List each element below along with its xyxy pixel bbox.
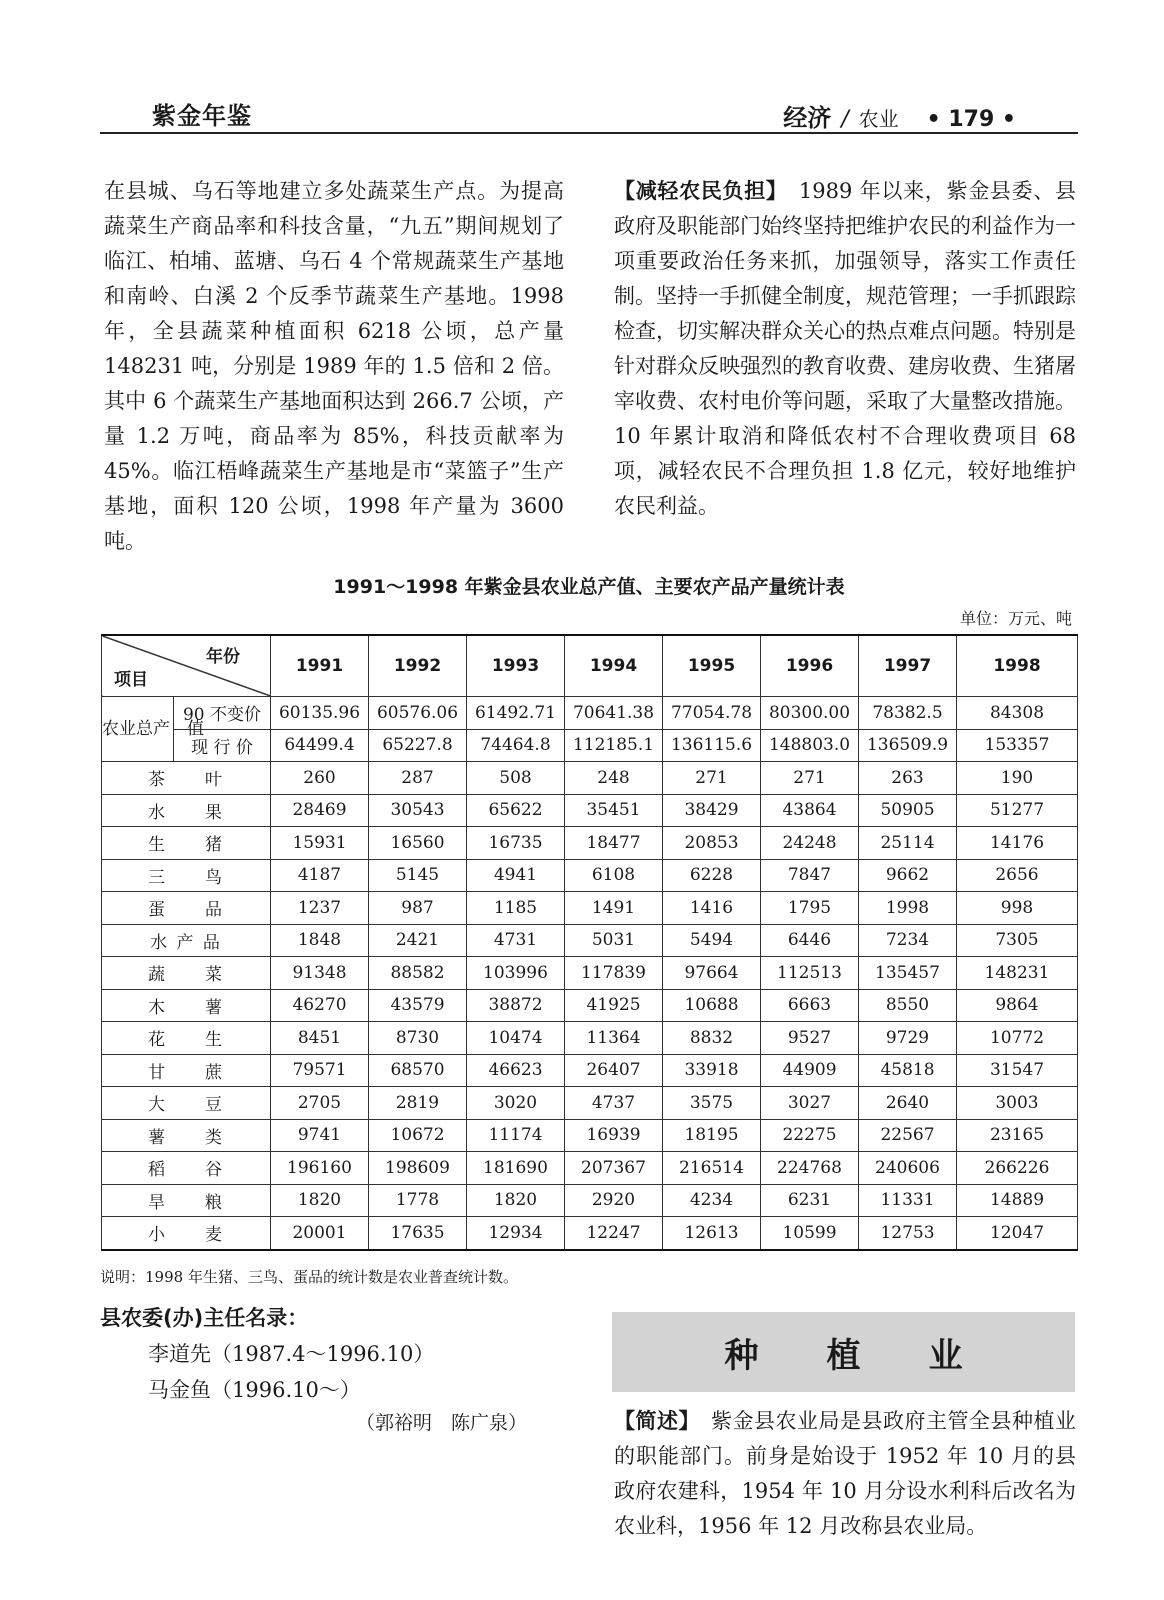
table-cell: 12613 bbox=[663, 1217, 761, 1250]
table-cell: 14176 bbox=[957, 827, 1078, 860]
row-label: 稻 谷 bbox=[102, 1152, 271, 1185]
table-row bbox=[102, 892, 1078, 925]
table-cell: 10672 bbox=[369, 1119, 467, 1152]
table-cell: 248 bbox=[565, 762, 663, 795]
table-cell: 65622 bbox=[467, 794, 565, 827]
table-cell: 68570 bbox=[369, 1054, 467, 1087]
table-cell: 30543 bbox=[369, 794, 467, 827]
table-cell: 1416 bbox=[663, 892, 761, 925]
table-cell: 22275 bbox=[761, 1119, 859, 1152]
table-cell: 5494 bbox=[663, 924, 761, 957]
group-row-label: 现 行 价 bbox=[174, 729, 271, 762]
table-cell: 1795 bbox=[761, 892, 859, 925]
table-cell: 8730 bbox=[369, 1022, 467, 1055]
table-cell: 136115.6 bbox=[663, 729, 761, 762]
table-cell: 18477 bbox=[565, 827, 663, 860]
table-cell: 46270 bbox=[271, 989, 369, 1022]
table-cell: 8451 bbox=[271, 1022, 369, 1055]
table-cell: 7234 bbox=[859, 924, 957, 957]
table-row bbox=[102, 1184, 1078, 1217]
table-cell: 198609 bbox=[369, 1152, 467, 1185]
director-item: 李道先（1987.4～1996.10） bbox=[148, 1342, 435, 1366]
table-cell: 9662 bbox=[859, 859, 957, 892]
table-cell: 153357 bbox=[957, 729, 1078, 762]
row-label: 木 薯 bbox=[102, 989, 271, 1022]
table-title: 1991～1998 年紫金县农业总产值、主要农产品产量统计表 bbox=[333, 576, 845, 598]
summary-text: 紫金县农业局是县政府主管全县种植业的职能部门。前身是始设于 1952 年 10 月的县政府农建科，1954 年 10 月分设水利科后改名为农业科，1956 年 12 月改称县农业局。 bbox=[614, 1409, 1076, 1538]
table-cell: 117839 bbox=[565, 957, 663, 990]
table-cell: 12047 bbox=[957, 1217, 1078, 1250]
row-label: 大 豆 bbox=[102, 1087, 271, 1120]
table-cell: 4941 bbox=[467, 859, 565, 892]
year-header: 1996 bbox=[761, 635, 859, 697]
table-cell: 18195 bbox=[663, 1119, 761, 1152]
year-header: 1992 bbox=[369, 635, 467, 697]
group-label-cell: 农业总产 值 bbox=[102, 697, 174, 762]
subsection-name: 农业 bbox=[858, 107, 899, 131]
table-cell: 7847 bbox=[761, 859, 859, 892]
table-cell: 43579 bbox=[369, 989, 467, 1022]
section-name: 经济 bbox=[783, 104, 832, 132]
table-cell: 148231 bbox=[957, 957, 1078, 990]
table-cell: 9729 bbox=[859, 1022, 957, 1055]
table-cell: 12753 bbox=[859, 1217, 957, 1250]
table-cell: 2705 bbox=[271, 1087, 369, 1120]
table-cell: 25114 bbox=[859, 827, 957, 860]
table-row bbox=[102, 1087, 1078, 1120]
table-cell: 2640 bbox=[859, 1087, 957, 1120]
row-label: 甘 蔗 bbox=[102, 1054, 271, 1087]
table-cell: 9741 bbox=[271, 1119, 369, 1152]
table-cell: 65227.8 bbox=[369, 729, 467, 762]
table-cell: 6228 bbox=[663, 859, 761, 892]
table-cell: 271 bbox=[761, 762, 859, 795]
table-cell: 61492.71 bbox=[467, 697, 565, 730]
table-row bbox=[102, 697, 1078, 730]
header-rule bbox=[100, 132, 1078, 134]
year-header: 1997 bbox=[859, 635, 957, 697]
table-cell: 43864 bbox=[761, 794, 859, 827]
table-cell: 190 bbox=[957, 762, 1078, 795]
table-cell: 216514 bbox=[663, 1152, 761, 1185]
table-cell: 6108 bbox=[565, 859, 663, 892]
table-cell: 24248 bbox=[761, 827, 859, 860]
table-cell: 70641.38 bbox=[565, 697, 663, 730]
table-cell: 1820 bbox=[467, 1184, 565, 1217]
table-cell: 1491 bbox=[565, 892, 663, 925]
table-cell: 4234 bbox=[663, 1184, 761, 1217]
table-cell: 78382.5 bbox=[859, 697, 957, 730]
table-cell: 6663 bbox=[761, 989, 859, 1022]
table-cell: 64499.4 bbox=[271, 729, 369, 762]
table-cell: 2421 bbox=[369, 924, 467, 957]
table-cell: 987 bbox=[369, 892, 467, 925]
table-cell: 1237 bbox=[271, 892, 369, 925]
table-row bbox=[102, 1054, 1078, 1087]
table-cell: 51277 bbox=[957, 794, 1078, 827]
table-cell: 508 bbox=[467, 762, 565, 795]
table-cell: 3027 bbox=[761, 1087, 859, 1120]
table-cell: 10688 bbox=[663, 989, 761, 1022]
statistics-table bbox=[101, 634, 1078, 1251]
table-cell: 271 bbox=[663, 762, 761, 795]
table-cell: 60576.06 bbox=[369, 697, 467, 730]
book-title: 紫金年鉴 bbox=[152, 102, 252, 130]
table-cell: 10599 bbox=[761, 1217, 859, 1250]
table-row bbox=[102, 859, 1078, 892]
section-header bbox=[783, 98, 1016, 133]
table-cell: 112185.1 bbox=[565, 729, 663, 762]
table-row bbox=[102, 762, 1078, 795]
table-cell: 16560 bbox=[369, 827, 467, 860]
table-cell: 1998 bbox=[859, 892, 957, 925]
table-cell: 287 bbox=[369, 762, 467, 795]
table-cell: 79571 bbox=[271, 1054, 369, 1087]
table-cell: 5145 bbox=[369, 859, 467, 892]
table-cell: 20853 bbox=[663, 827, 761, 860]
table-cell: 22567 bbox=[859, 1119, 957, 1152]
table-row bbox=[102, 1022, 1078, 1055]
table-cell: 74464.8 bbox=[467, 729, 565, 762]
left-paragraph: 在县城、乌石等地建立多处蔬菜生产点。为提高蔬菜生产商品率和科技含量，“九五”期间规划了临江、柏埔、蓝塘、乌石 4 个常规蔬菜生产基地和南岭、白溪 2 个反季节蔬菜生产基地。1998 年，全县蔬菜种植面积 6218 公顷，总产量 148231 吨，分别是 1989 年的 1.5 倍和 2 倍。其中 6 个蔬菜生产基地面积达到 266.7 公顷，产量 1.2 万吨，商品率为 85%，科技贡献率为 45%。临江梧峰蔬菜生产基地是市“菜篮子”生产基地，面积 120 公顷，1998 年产量为 3600 吨。 bbox=[104, 179, 564, 553]
table-cell: 28469 bbox=[271, 794, 369, 827]
table-cell: 3575 bbox=[663, 1087, 761, 1120]
row-label: 生 猪 bbox=[102, 827, 271, 860]
page-number: • 179 • bbox=[926, 107, 1016, 132]
year-header: 1991 bbox=[271, 635, 369, 697]
table-cell: 44909 bbox=[761, 1054, 859, 1087]
table-cell: 4187 bbox=[271, 859, 369, 892]
table-cell: 35451 bbox=[565, 794, 663, 827]
table-cell: 8832 bbox=[663, 1022, 761, 1055]
year-header: 1994 bbox=[565, 635, 663, 697]
row-label: 花 生 bbox=[102, 1022, 271, 1055]
table-row bbox=[102, 924, 1078, 957]
row-label: 三 鸟 bbox=[102, 859, 271, 892]
row-label: 水 产 品 bbox=[102, 924, 271, 957]
table-cell: 207367 bbox=[565, 1152, 663, 1185]
table-cell: 17635 bbox=[369, 1217, 467, 1250]
table-cell: 3003 bbox=[957, 1087, 1078, 1120]
table-cell: 23165 bbox=[957, 1119, 1078, 1152]
table-cell: 45818 bbox=[859, 1054, 957, 1087]
table-cell: 91348 bbox=[271, 957, 369, 990]
table-cell: 11364 bbox=[565, 1022, 663, 1055]
year-header: 1998 bbox=[957, 635, 1078, 697]
row-label: 旱 粮 bbox=[102, 1184, 271, 1217]
table-cell: 15931 bbox=[271, 827, 369, 860]
table-cell: 38429 bbox=[663, 794, 761, 827]
table-cell: 46623 bbox=[467, 1054, 565, 1087]
row-label: 薯 类 bbox=[102, 1119, 271, 1152]
table-cell: 77054.78 bbox=[663, 697, 761, 730]
table-row bbox=[102, 1152, 1078, 1185]
table-cell: 14889 bbox=[957, 1184, 1078, 1217]
table-cell: 10474 bbox=[467, 1022, 565, 1055]
row-label: 小 麦 bbox=[102, 1217, 271, 1250]
table-row bbox=[102, 957, 1078, 990]
section-heading-box bbox=[612, 1312, 1075, 1392]
table-cell: 5031 bbox=[565, 924, 663, 957]
table-cell: 2819 bbox=[369, 1087, 467, 1120]
table-cell: 181690 bbox=[467, 1152, 565, 1185]
row-label: 水 果 bbox=[102, 794, 271, 827]
table-cell: 9864 bbox=[957, 989, 1078, 1022]
table-cell: 998 bbox=[957, 892, 1078, 925]
table-cell: 60135.96 bbox=[271, 697, 369, 730]
director-item: 马金鱼（1996.10～） bbox=[148, 1378, 361, 1402]
table-row bbox=[102, 794, 1078, 827]
table-cell: 240606 bbox=[859, 1152, 957, 1185]
row-label: 茶 叶 bbox=[102, 762, 271, 795]
directors-title: 县农委(办)主任名录： bbox=[100, 1306, 309, 1330]
table-cell: 20001 bbox=[271, 1217, 369, 1250]
table-cell: 12247 bbox=[565, 1217, 663, 1250]
table-cell: 1820 bbox=[271, 1184, 369, 1217]
table-corner-cell bbox=[102, 635, 271, 697]
table-cell: 135457 bbox=[859, 957, 957, 990]
table-cell: 12934 bbox=[467, 1217, 565, 1250]
right-paragraph-text: 1989 年以来，紫金县委、县政府及职能部门始终坚持把维护农民的利益作为一项重要政治任务来抓，加强领导，落实工作责任制。坚持一手抓健全制度，规范管理；一手抓跟踪检查，切实解决群众关心的热点难点问题。特别是针对群众反映强烈的教育收费、建房收费、生猪屠宰收费、农村电价等问题，采取了大量整改措施。10 年累计取消和降低农村不合理收费项目 68 项，减轻农民不合理负担 1.8 亿元，较好地维护农民利益。 bbox=[614, 179, 1077, 518]
table-cell: 1185 bbox=[467, 892, 565, 925]
row-label: 蛋 品 bbox=[102, 892, 271, 925]
table-cell: 50905 bbox=[859, 794, 957, 827]
table-cell: 266226 bbox=[957, 1152, 1078, 1185]
summary-label: 【简述】 bbox=[614, 1409, 690, 1433]
table-unit: 单位：万元、吨 bbox=[959, 609, 1072, 628]
table-cell: 1848 bbox=[271, 924, 369, 957]
table-cell: 11174 bbox=[467, 1119, 565, 1152]
table-cell: 9527 bbox=[761, 1022, 859, 1055]
summary-paragraph bbox=[614, 1404, 1076, 1544]
table-note: 说明：1998 年生猪、三鸟、蛋品的统计数是农业普查统计数。 bbox=[100, 1268, 518, 1286]
table-cell: 11331 bbox=[859, 1184, 957, 1217]
table-cell: 33918 bbox=[663, 1054, 761, 1087]
authors: （郭裕明 陈广泉） bbox=[356, 1412, 528, 1434]
right-paragraph-label: 【减轻农民负担】 bbox=[614, 179, 778, 203]
table-row bbox=[102, 1119, 1078, 1152]
table-cell: 7305 bbox=[957, 924, 1078, 957]
row-label: 蔬 菜 bbox=[102, 957, 271, 990]
table-cell: 41925 bbox=[565, 989, 663, 1022]
table-cell: 26407 bbox=[565, 1054, 663, 1087]
table-row bbox=[102, 989, 1078, 1022]
table-cell: 263 bbox=[859, 762, 957, 795]
group-row-label: 90 不变价 bbox=[174, 697, 271, 730]
table-cell: 2920 bbox=[565, 1184, 663, 1217]
corner-item-label: 项目 bbox=[114, 670, 148, 690]
table-cell: 136509.9 bbox=[859, 729, 957, 762]
table-cell: 196160 bbox=[271, 1152, 369, 1185]
table-cell: 148803.0 bbox=[761, 729, 859, 762]
section-heading: 种植业 bbox=[724, 1335, 1031, 1376]
table-cell: 6446 bbox=[761, 924, 859, 957]
table-cell: 31547 bbox=[957, 1054, 1078, 1087]
table-cell: 88582 bbox=[369, 957, 467, 990]
table-row bbox=[102, 1217, 1078, 1250]
table-cell: 16735 bbox=[467, 827, 565, 860]
table-cell: 8550 bbox=[859, 989, 957, 1022]
table-row bbox=[102, 827, 1078, 860]
corner-year-label: 年份 bbox=[206, 647, 240, 667]
table-row bbox=[102, 729, 1078, 762]
table-cell: 1778 bbox=[369, 1184, 467, 1217]
table-cell: 260 bbox=[271, 762, 369, 795]
table-cell: 112513 bbox=[761, 957, 859, 990]
year-header: 1995 bbox=[663, 635, 761, 697]
table-cell: 10772 bbox=[957, 1022, 1078, 1055]
table-cell: 97664 bbox=[663, 957, 761, 990]
table-cell: 16939 bbox=[565, 1119, 663, 1152]
table-cell: 4737 bbox=[565, 1087, 663, 1120]
table-cell: 103996 bbox=[467, 957, 565, 990]
table-cell: 6231 bbox=[761, 1184, 859, 1217]
table-cell: 3020 bbox=[467, 1087, 565, 1120]
table-cell: 84308 bbox=[957, 697, 1078, 730]
year-header: 1993 bbox=[467, 635, 565, 697]
table-cell: 2656 bbox=[957, 859, 1078, 892]
table-cell: 4731 bbox=[467, 924, 565, 957]
header-slash: / bbox=[841, 107, 849, 132]
right-paragraph bbox=[614, 174, 1076, 524]
table-cell: 38872 bbox=[467, 989, 565, 1022]
table-header-row bbox=[102, 635, 1078, 697]
table-cell: 224768 bbox=[761, 1152, 859, 1185]
table-cell: 80300.00 bbox=[761, 697, 859, 730]
